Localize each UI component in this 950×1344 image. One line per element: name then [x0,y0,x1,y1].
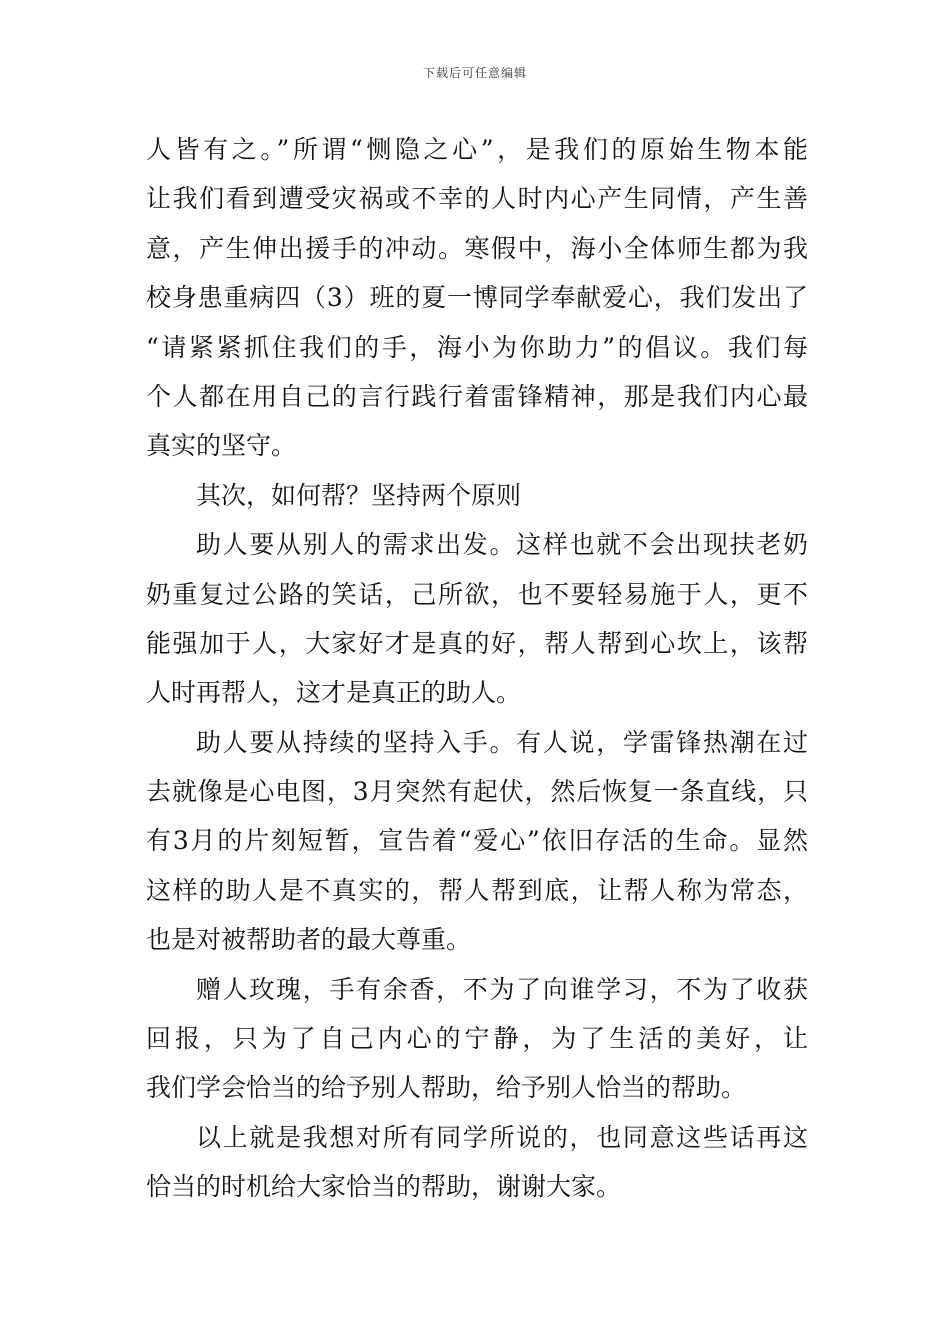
paragraph [146,718,808,965]
text-line: 恰当的时机给大家恰当的帮助，谢谢大家。 [146,1172,622,1202]
text-line: 也是对被帮助者的最大尊重。 [146,925,472,955]
text-line: 去就像是心电图，3月突然有起伏，然后恢复一条直线，只 [146,777,808,807]
text-line: 其次，如何帮？坚持两个原则 [196,480,522,510]
document-body [146,125,808,1212]
text-line: 助人要从持续的坚持入手。有人说，学雷锋热潮在过 [196,727,808,757]
page-header: 下载后可任意编辑 [422,66,527,80]
text-line: 以上就是我想对所有同学所说的，也同意这些话再这 [196,1122,808,1152]
text-line: 奶重复过公路的笑话，己所欲，也不要轻易施于人，更不 [146,579,808,609]
text-line: 真实的坚守。 [146,431,297,461]
paragraph [146,520,808,718]
text-line: 助人要从别人的需求出发。这样也就不会出现扶老奶 [196,530,808,560]
paragraph [146,1113,808,1212]
section-heading [146,471,808,520]
paragraph [146,965,808,1113]
text-line: 赠人玫瑰，手有余香，不为了向谁学习，不为了收获 [196,974,808,1004]
text-line: 回报，只为了自己内心的宁静，为了生活的美好，让 [146,1024,808,1054]
text-line: 有3月的片刻短暂，宣告着“爱心”依旧存活的生命。显然 [146,826,808,856]
text-line: 个人都在用自己的言行践行着雷锋精神，那是我们内心最 [146,381,808,411]
text-line: 这样的助人是不真实的，帮人帮到底，让帮人称为常态， [146,875,808,905]
paragraph [146,125,808,471]
text-line: 能强加于人，大家好才是真的好，帮人帮到心坎上，该帮 [146,628,808,658]
text-line: 人时再帮人，这才是真正的助人。 [146,678,522,708]
text-line: 让我们看到遭受灾祸或不幸的人时内心产生同情，产生善 [146,184,808,214]
text-line: “请紧紧抓住我们的手，海小为你助力”的倡议。我们每 [146,332,808,362]
text-line: 校身患重病四（3）班的夏一博同学奉献爱心，我们发出了 [146,283,808,313]
text-line: 意，产生伸出援手的冲动。寒假中，海小全体师生都为我 [146,233,808,263]
text-line: 人皆有之。”所谓“恻隐之心”，是我们的原始生物本能 [146,135,808,164]
text-line: 我们学会恰当的给予别人帮助，给予别人恰当的帮助。 [146,1073,747,1103]
